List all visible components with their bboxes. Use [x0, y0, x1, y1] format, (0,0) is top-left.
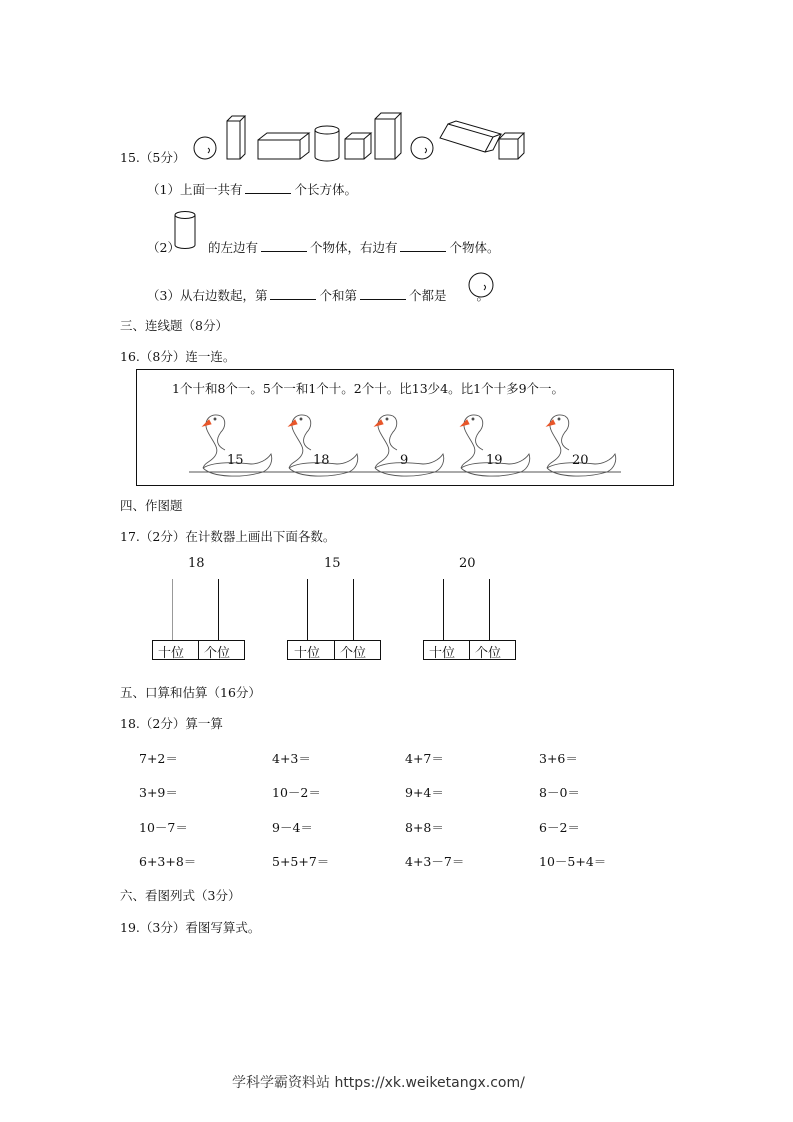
calc-item[interactable]: 5+5+7＝	[272, 854, 330, 869]
section6-title: 六、看图列式（3分）	[120, 888, 241, 903]
calc-item[interactable]: 6－2＝	[539, 820, 580, 835]
abacus-divider	[469, 640, 470, 660]
calc-item[interactable]: 9－4＝	[272, 820, 313, 835]
swan-number-2: 18	[313, 453, 330, 468]
q15-sub2-prefix: （2）	[147, 240, 180, 255]
ones-label: 个位	[475, 646, 502, 661]
calc-item[interactable]: 9+4＝	[405, 785, 444, 800]
q15-sub1-suffix: 个长方体。	[294, 182, 357, 197]
tilted-cuboid-icon	[440, 121, 501, 152]
ones-rod[interactable]	[353, 579, 354, 641]
q15-number: 15.（5分）	[120, 150, 186, 165]
calc-item[interactable]: 10－5+4＝	[539, 854, 607, 869]
calc-item[interactable]: 8+8＝	[405, 820, 444, 835]
q15-sub3-mid2: 个都是	[408, 288, 447, 303]
ones-rod[interactable]	[489, 579, 490, 641]
cube-icon	[345, 133, 371, 159]
calc-item[interactable]: 7+2＝	[139, 751, 178, 766]
q19-stem: 19.（3分）看图写算式。	[120, 920, 261, 935]
tens-rod[interactable]	[172, 579, 173, 641]
calc-item[interactable]: 3+6＝	[539, 751, 578, 766]
answer-blank-4[interactable]	[270, 289, 316, 300]
cube-icon-2	[499, 133, 524, 159]
q15-sub1	[147, 180, 357, 198]
abacus-divider	[334, 640, 335, 660]
answer-blank-1[interactable]	[245, 183, 291, 194]
calc-item[interactable]: 3+9＝	[139, 785, 178, 800]
q15-sub3-prefix: （3）从右边数起，第	[147, 288, 268, 303]
abacus-divider	[198, 640, 199, 660]
cylinder-icon-inline	[173, 211, 199, 251]
q15-sub3-mid: 个和第	[319, 288, 357, 303]
answer-blank-5[interactable]	[360, 289, 406, 300]
q15-sub2-mid: 的左边有	[207, 240, 258, 255]
q16-stem: 16.（8分）连一连。	[120, 349, 236, 364]
tens-rod[interactable]	[443, 579, 444, 641]
tens-label: 十位	[429, 646, 456, 661]
q17-stem: 17.（2分）在计数器上画出下面各数。	[120, 529, 336, 544]
section4-title: 四、作图题	[120, 498, 183, 513]
tens-rod[interactable]	[307, 579, 308, 641]
q18-stem: 18.（2分）算一算	[120, 716, 223, 731]
calc-item[interactable]: 6+3+8＝	[139, 854, 197, 869]
tall-cuboid-icon-2	[375, 113, 401, 159]
q15-sub2-mid2: 个物体，右边有	[309, 240, 398, 255]
q15-sub3	[147, 286, 489, 304]
tens-label: 十位	[158, 646, 185, 661]
swan-number-1: 15	[227, 453, 244, 468]
answer-blank-2[interactable]	[261, 241, 307, 252]
abacus-number: 20	[459, 556, 476, 571]
calc-item[interactable]: 4+3＝	[272, 751, 311, 766]
q15-sub2-suffix: 个物体。	[449, 240, 500, 255]
section3-title: 三、连线题（8分）	[120, 318, 228, 333]
footer-watermark: 学科学霸资料站 https://xk.weiketangx.com/	[232, 1075, 525, 1091]
tens-label: 十位	[294, 646, 321, 661]
calc-item[interactable]: 4+7＝	[405, 751, 444, 766]
sphere-icon-inline	[467, 271, 497, 301]
abacus-number: 15	[324, 556, 341, 571]
q15-sub1-prefix: （1）上面一共有	[147, 182, 243, 197]
answer-blank-3[interactable]	[400, 241, 446, 252]
long-cuboid-icon	[258, 133, 309, 159]
q15-sub2	[147, 238, 500, 256]
swan-number-4: 19	[486, 453, 503, 468]
swan-number-5: 20	[572, 453, 589, 468]
ones-rod[interactable]	[218, 579, 219, 641]
sphere-icon	[194, 137, 216, 159]
calc-item[interactable]: 10－7＝	[139, 820, 188, 835]
calc-item[interactable]: 10－2＝	[272, 785, 321, 800]
abacus-number: 18	[188, 556, 205, 571]
swan-number-3: 9	[400, 453, 409, 468]
shapes-row	[190, 108, 530, 168]
tall-cuboid-icon	[227, 116, 245, 159]
calc-item[interactable]: 8－0＝	[539, 785, 580, 800]
ones-label: 个位	[204, 646, 231, 661]
sphere-icon-2	[411, 137, 433, 159]
q15-sub3-suffix: 。	[476, 288, 490, 303]
cylinder-icon	[315, 126, 339, 161]
q16-descriptions: 1个十和8个一。5个一和1个十。2个十。比13少4。比1个十多9个一。	[172, 381, 565, 396]
section5-title: 五、口算和估算（16分）	[120, 685, 261, 700]
calc-item[interactable]: 4+3－7＝	[405, 854, 465, 869]
ones-label: 个位	[340, 646, 367, 661]
